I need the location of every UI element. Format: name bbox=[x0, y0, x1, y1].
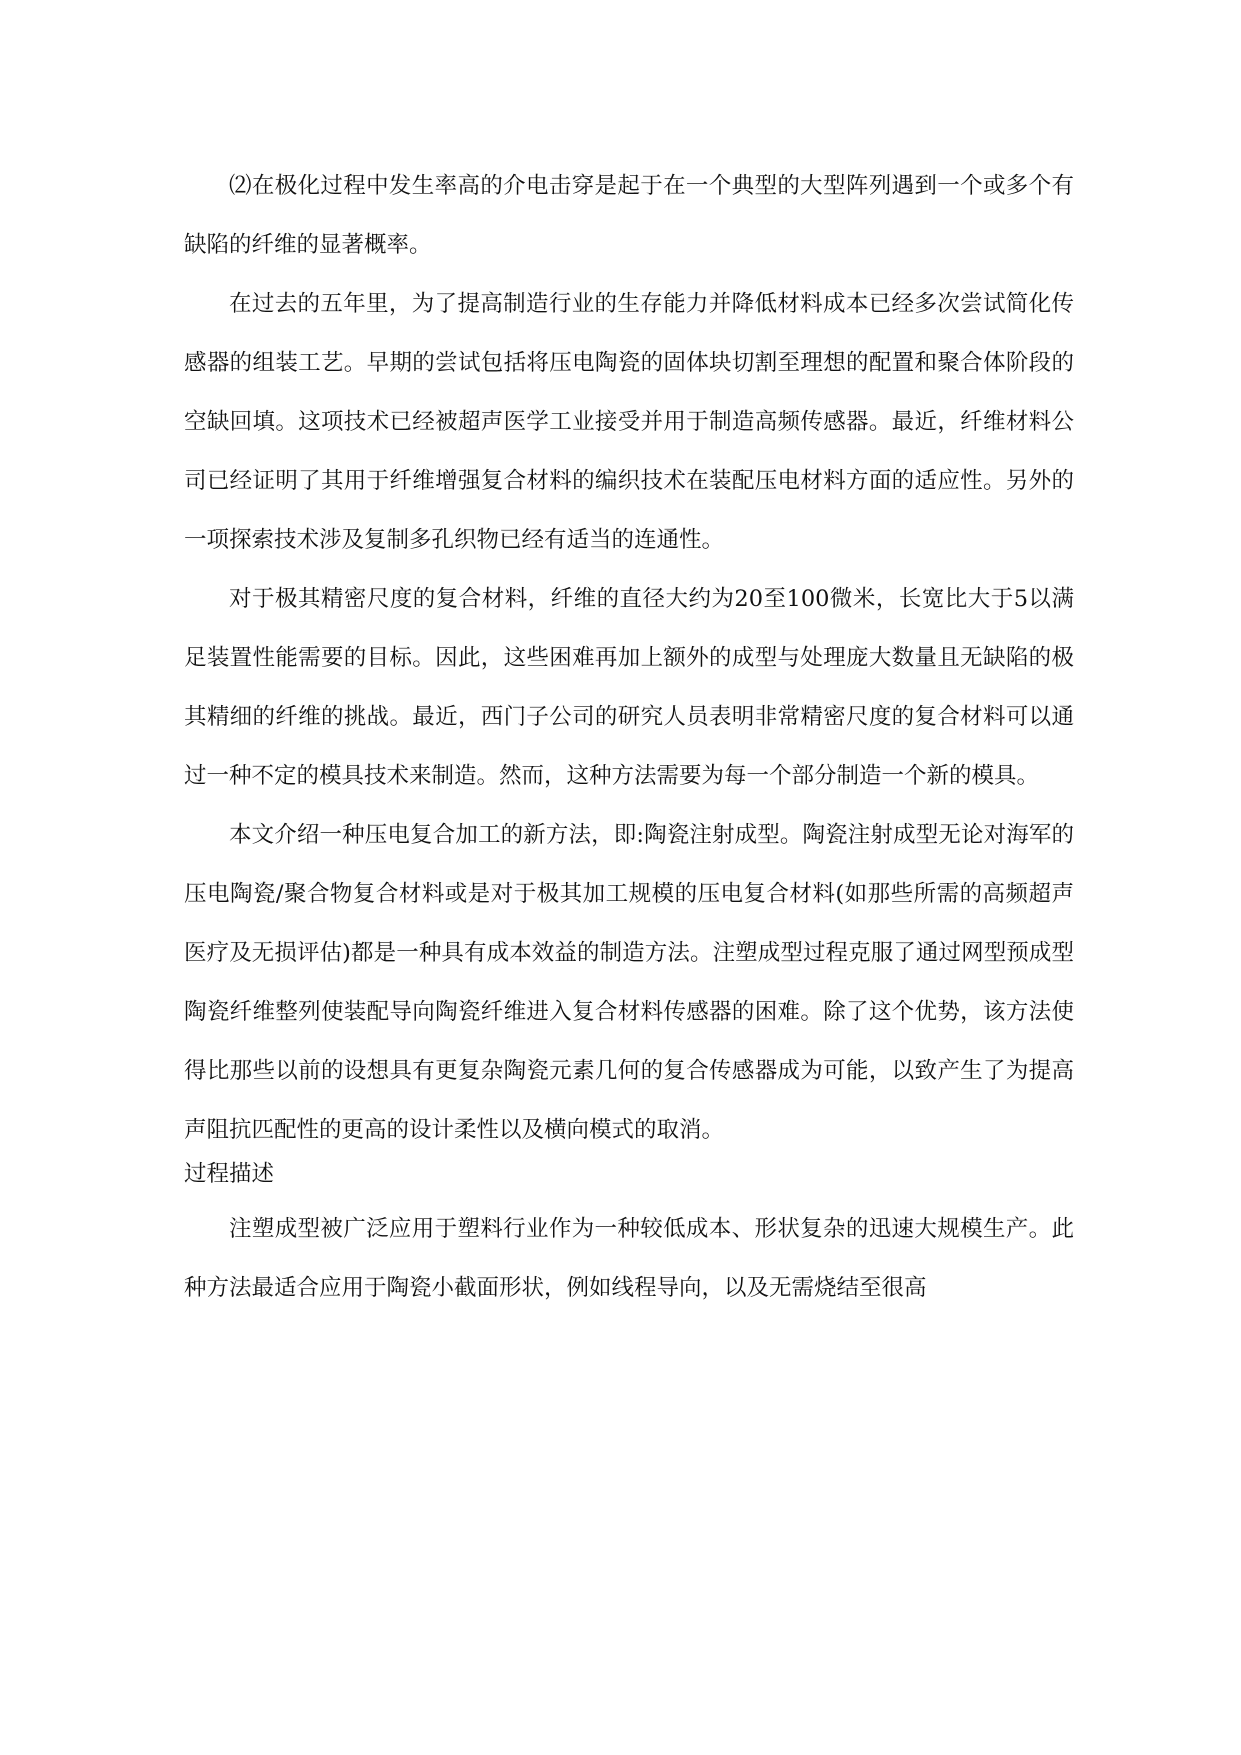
paragraph-process-description: 注塑成型被广泛应用于塑料行业作为一种较低成本、形状复杂的迅速大规模生产。此种方法最适合应用于陶瓷小截面形状，例如线程导向，以及无需烧结至很高 bbox=[184, 1216, 1074, 1301]
section-heading: 过程描述 bbox=[184, 1161, 275, 1187]
document-body bbox=[184, 157, 1074, 1318]
paragraph-injection-molding-intro: 本文介绍一种压电复合加工的新方法，即:陶瓷注射成型。陶瓷注射成型无论对海军的压电陶瓷/聚合物复合材料或是对于极其加工规模的压电复合材料(如那些所需的高频超声医疗及无损评估)都是一种具有成本效益的制造方法。注塑成型过程克服了通过网型预成型陶瓷纤维整列使装配导向陶瓷纤维进入复合材料传感器的困难。除了这个优势，该方法使得比那些以前的设想具有更复杂陶瓷元素几何的复合传感器成为可能，以致产生了为提高声阻抗匹配性的更高的设计柔性以及横向模式的取消。 bbox=[184, 822, 1074, 1143]
paragraph-fine-scale-composites: 对于极其精密尺度的复合材料，纤维的直径大约为20至100微米，长宽比大于5以满足装置性能需要的目标。因此，这些困难再加上额外的成型与处理庞大数量且无缺陷的极其精细的纤维的挑战。最近，西门子公司的研究人员表明非常精密尺度的复合材料可以通过一种不定的模具技术来制造。然而，这种方法需要为每一个部分制造一个新的模具。 bbox=[184, 586, 1074, 789]
paragraph-dielectric-breakdown: ⑵在极化过程中发生率高的介电击穿是起于在一个典型的大型阵列遇到一个或多个有缺陷的纤维的显著概率。 bbox=[184, 173, 1074, 258]
paragraph-assembly-history: 在过去的五年里，为了提高制造行业的生存能力并降低材料成本已经多次尝试简化传感器的组装工艺。早期的尝试包括将压电陶瓷的固体块切割至理想的配置和聚合体阶段的空缺回填。这项技术已经被超声医学工业接受并用于制造高频传感器。最近，纤维材料公司已经证明了其用于纤维增强复合材料的编织技术在装配压电材料方面的适应性。另外的一项探索技术涉及复制多孔织物已经有适当的连通性。 bbox=[184, 291, 1074, 553]
